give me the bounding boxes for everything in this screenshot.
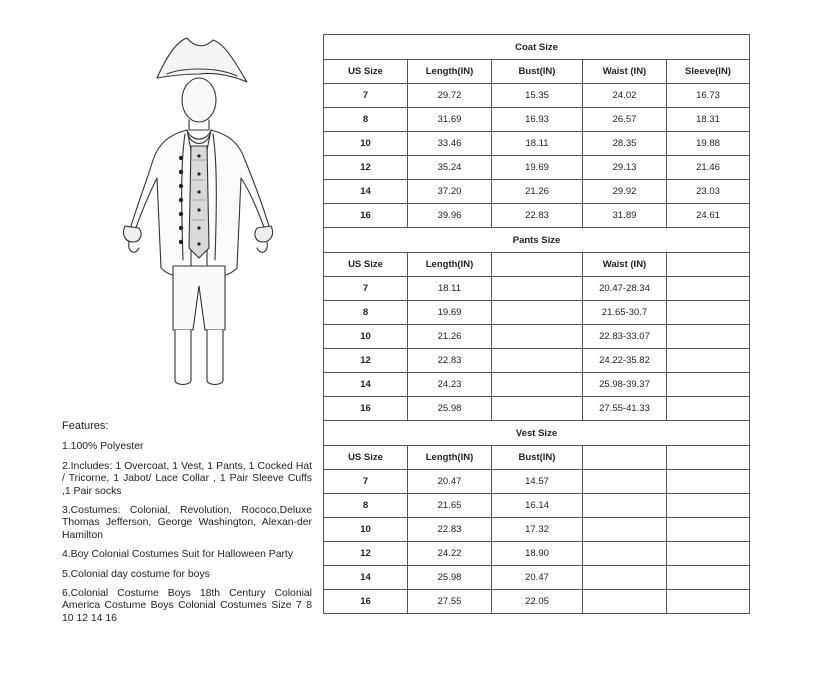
- coat-size-table: [323, 34, 750, 228]
- measurement-cell: 20.47-28.34: [583, 277, 667, 301]
- measurement-cell: [667, 542, 750, 566]
- size-cell: 16: [324, 397, 408, 421]
- size-cell: 12: [324, 349, 408, 373]
- measurement-cell: [667, 566, 750, 590]
- table-row: [324, 542, 750, 566]
- size-cell: 16: [324, 590, 408, 614]
- measurement-cell: 29.92: [583, 180, 667, 204]
- column-header: [667, 253, 750, 277]
- pants-table-title: Pants Size: [324, 228, 750, 253]
- table-row: [324, 397, 750, 421]
- measurement-cell: 25.98-39.37: [583, 373, 667, 397]
- measurement-cell: [667, 301, 750, 325]
- column-header: Bust(IN): [492, 60, 583, 84]
- measurement-cell: [667, 494, 750, 518]
- table-header-row: [324, 253, 750, 277]
- table-row: [324, 301, 750, 325]
- feature-item: 4.Boy Colonial Costumes Suit for Halloween Party: [62, 549, 294, 561]
- size-cell: 10: [324, 518, 408, 542]
- column-header: Waist (IN): [583, 253, 667, 277]
- measurement-cell: 19.69: [408, 301, 492, 325]
- table-row: [324, 566, 750, 590]
- measurement-cell: 15.35: [492, 84, 583, 108]
- measurement-cell: 23.03: [667, 180, 750, 204]
- measurement-cell: 24.22: [408, 542, 492, 566]
- measurement-cell: 24.02: [583, 84, 667, 108]
- size-cell: 10: [324, 132, 408, 156]
- measurement-cell: 25.98: [408, 566, 492, 590]
- measurement-cell: 29.72: [408, 84, 492, 108]
- measurement-cell: 22.83-33.07: [583, 325, 667, 349]
- table-row: [324, 204, 750, 228]
- table-row: [324, 518, 750, 542]
- measurement-cell: 26.57: [583, 108, 667, 132]
- size-cell: 8: [324, 301, 408, 325]
- measurement-cell: 22.83: [492, 204, 583, 228]
- measurement-cell: [492, 373, 583, 397]
- costume-illustration: [95, 30, 300, 400]
- vest-table-title: Vest Size: [324, 421, 750, 446]
- mannequin-head: [182, 78, 216, 122]
- table-row: [324, 590, 750, 614]
- measurement-cell: 18.90: [492, 542, 583, 566]
- size-cell: 14: [324, 180, 408, 204]
- table-row: [324, 373, 750, 397]
- measurement-cell: 25.98: [408, 397, 492, 421]
- size-chart: [323, 34, 749, 614]
- measurement-cell: 19.88: [667, 132, 750, 156]
- measurement-cell: 27.55-41.33: [583, 397, 667, 421]
- column-header: US Size: [324, 253, 408, 277]
- column-header: Length(IN): [408, 253, 492, 277]
- measurement-cell: 39.96: [408, 204, 492, 228]
- measurement-cell: 16.93: [492, 108, 583, 132]
- column-header: Bust(IN): [492, 446, 583, 470]
- breeches: [173, 266, 225, 330]
- measurement-cell: [583, 566, 667, 590]
- feature-item: 6.Colonial Costume Boys 18th Century Colonial America Costume Boys Colonial Costumes Size 7 8 10 12 14 16: [62, 588, 312, 624]
- measurement-cell: 21.26: [492, 180, 583, 204]
- measurement-cell: 35.24: [408, 156, 492, 180]
- features-section: [62, 420, 312, 632]
- measurement-cell: 31.89: [583, 204, 667, 228]
- measurement-cell: 21.26: [408, 325, 492, 349]
- size-cell: 7: [324, 277, 408, 301]
- size-cell: 12: [324, 156, 408, 180]
- table-row: [324, 108, 750, 132]
- column-header: US Size: [324, 60, 408, 84]
- column-header: [667, 446, 750, 470]
- measurement-cell: 17.32: [492, 518, 583, 542]
- size-cell: 14: [324, 566, 408, 590]
- measurement-cell: 37.20: [408, 180, 492, 204]
- measurement-cell: [583, 542, 667, 566]
- measurement-cell: 33.46: [408, 132, 492, 156]
- measurement-cell: 18.11: [408, 277, 492, 301]
- table-row: [324, 349, 750, 373]
- table-header-row: [324, 446, 750, 470]
- column-header: [492, 253, 583, 277]
- table-row: [324, 494, 750, 518]
- size-cell: 16: [324, 204, 408, 228]
- feature-item: 5.Colonial day costume for boys: [62, 568, 210, 580]
- measurement-cell: 22.05: [492, 590, 583, 614]
- vest: [189, 146, 209, 258]
- column-header: Sleeve(IN): [667, 60, 750, 84]
- measurement-cell: [583, 518, 667, 542]
- vest-size-table: [323, 420, 750, 614]
- right-cuff: [255, 226, 273, 242]
- measurement-cell: 19.69: [492, 156, 583, 180]
- table-row: [324, 470, 750, 494]
- column-header: Length(IN): [408, 446, 492, 470]
- table-header-row: [324, 60, 750, 84]
- measurement-cell: [667, 277, 750, 301]
- table-row: [324, 132, 750, 156]
- measurement-cell: [492, 277, 583, 301]
- measurement-cell: [492, 301, 583, 325]
- left-sock: [175, 330, 191, 385]
- size-cell: 12: [324, 542, 408, 566]
- table-row: [324, 84, 750, 108]
- measurement-cell: [667, 518, 750, 542]
- measurement-cell: [667, 325, 750, 349]
- pants-size-table: [323, 227, 750, 421]
- measurement-cell: 16.14: [492, 494, 583, 518]
- tricorne-hat: [157, 38, 247, 82]
- size-cell: 7: [324, 470, 408, 494]
- size-cell: 8: [324, 108, 408, 132]
- right-sock: [207, 330, 223, 385]
- measurement-cell: 29.13: [583, 156, 667, 180]
- size-cell: 14: [324, 373, 408, 397]
- measurement-cell: 27.55: [408, 590, 492, 614]
- measurement-cell: [583, 590, 667, 614]
- size-cell: 7: [324, 84, 408, 108]
- measurement-cell: [667, 397, 750, 421]
- size-cell: 10: [324, 325, 408, 349]
- measurement-cell: 20.47: [408, 470, 492, 494]
- measurement-cell: 24.61: [667, 204, 750, 228]
- table-row: [324, 277, 750, 301]
- left-cuff: [123, 226, 141, 242]
- measurement-cell: 14.57: [492, 470, 583, 494]
- table-row: [324, 156, 750, 180]
- column-header: Length(IN): [408, 60, 492, 84]
- measurement-cell: 31.69: [408, 108, 492, 132]
- measurement-cell: 22.83: [408, 349, 492, 373]
- measurement-cell: [667, 349, 750, 373]
- features-title: Features:: [62, 420, 109, 432]
- measurement-cell: 18.31: [667, 108, 750, 132]
- measurement-cell: [492, 397, 583, 421]
- measurement-cell: [583, 494, 667, 518]
- measurement-cell: 22.83: [408, 518, 492, 542]
- measurement-cell: 21.65: [408, 494, 492, 518]
- table-row: [324, 180, 750, 204]
- measurement-cell: 24.23: [408, 373, 492, 397]
- measurement-cell: 21.65-30.7: [583, 301, 667, 325]
- feature-item: 1.100% Polyester: [62, 441, 144, 453]
- coat-table-title: Coat Size: [324, 35, 750, 60]
- measurement-cell: 21.46: [667, 156, 750, 180]
- measurement-cell: [667, 590, 750, 614]
- measurement-cell: 24.22-35.82: [583, 349, 667, 373]
- column-header: US Size: [324, 446, 408, 470]
- feature-item: 3.Costumes: Colonial, Revolution, Rococo,Deluxe Thomas Jefferson, George Washington, Alexan-der Hamilton: [62, 505, 312, 541]
- measurement-cell: [667, 373, 750, 397]
- size-cell: 8: [324, 494, 408, 518]
- measurement-cell: 18.11: [492, 132, 583, 156]
- column-header: Waist (IN): [583, 60, 667, 84]
- measurement-cell: 16.73: [667, 84, 750, 108]
- measurement-cell: 20.47: [492, 566, 583, 590]
- feature-item: 2.Includes: 1 Overcoat, 1 Vest, 1 Pants, 1 Cocked Hat / Tricorne, 1 Jabot/ Lace Collar , 1 Pair Sleeve Cuffs ,1 Pair socks: [62, 460, 312, 497]
- measurement-cell: [492, 349, 583, 373]
- measurement-cell: 28.35: [583, 132, 667, 156]
- column-header: [583, 446, 667, 470]
- table-row: [324, 325, 750, 349]
- measurement-cell: [667, 470, 750, 494]
- measurement-cell: [583, 470, 667, 494]
- measurement-cell: [492, 325, 583, 349]
